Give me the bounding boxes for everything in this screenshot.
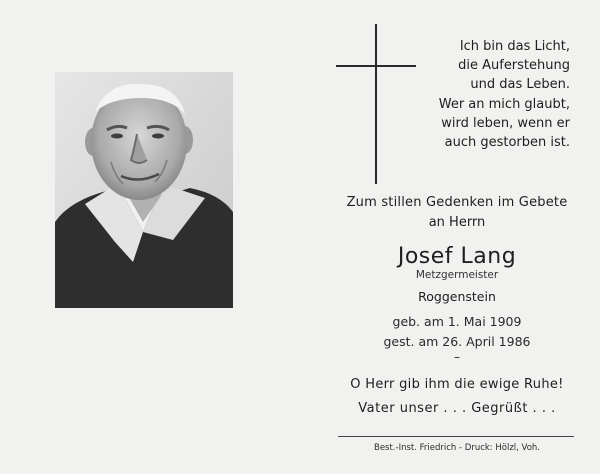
verse-line: und das Leben. (470, 77, 570, 93)
memorial-subheading: an Herrn (428, 215, 486, 230)
verse-line: Ich bin das Licht, (459, 39, 570, 54)
verse-line: auch gestorben ist. (444, 135, 570, 151)
portrait-photo (55, 72, 233, 308)
verse-line: wird leben, wenn er (441, 115, 570, 131)
birth-date: geb. am 1. Mai 1909 (392, 314, 522, 329)
verse-line: Wer an mich glaubt, (438, 96, 570, 112)
prayer-line: Vater unser . . . Gegrüßt . . . (358, 401, 556, 416)
footer-divider (338, 436, 574, 437)
verse-line: die Auferstehung (458, 58, 570, 74)
memorial-heading: Zum stillen Gedenken im Gebete (346, 195, 568, 210)
portrait-image (55, 72, 233, 308)
printer-credits: Best.-Inst. Friedrich - Druck: Hölzl, Voh. (373, 443, 540, 453)
death-date: gest. am 26. April 1986 (383, 334, 531, 349)
cross-vertical-bar (375, 24, 377, 184)
deceased-occupation: Metzgermeister (415, 269, 499, 281)
deceased-place: Roggenstein (418, 289, 496, 304)
separator-dash: – (454, 350, 460, 364)
deceased-name: Josef Lang (397, 244, 517, 269)
cross-horizontal-bar (336, 65, 416, 67)
bible-verse (410, 37, 570, 152)
prayer-line: O Herr gib ihm die ewige Ruhe! (350, 377, 564, 392)
